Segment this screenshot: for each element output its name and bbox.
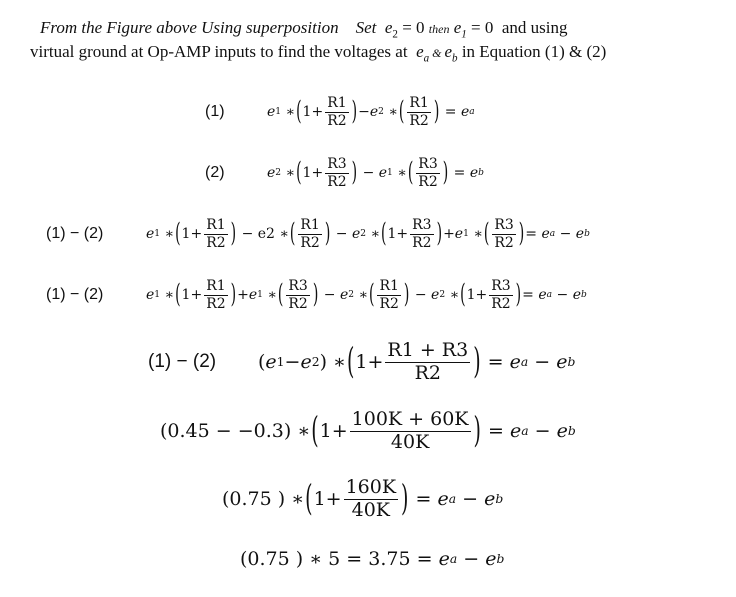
equation-6 (160, 410, 576, 453)
plus: + (237, 287, 249, 304)
sub: b (567, 424, 576, 439)
rparen: ) (403, 280, 410, 310)
rparen: ) (230, 280, 237, 310)
fraction (344, 478, 398, 521)
e: e (541, 226, 550, 243)
e: e (437, 488, 449, 511)
rparen: ) (442, 158, 449, 188)
fraction (286, 279, 309, 311)
fraction (492, 218, 515, 250)
times: ∗ (358, 287, 368, 304)
lparen: ( (483, 219, 490, 249)
fraction (325, 96, 348, 128)
times: ∗ (279, 226, 289, 243)
lparen: ( (346, 342, 355, 383)
times: ∗ (164, 226, 175, 243)
minus: − (323, 287, 336, 304)
minus: − (534, 351, 551, 374)
times: ∗ (397, 165, 407, 182)
equals: = (453, 165, 466, 182)
equation-7 (222, 478, 503, 521)
sub: b (584, 229, 590, 240)
e: e (369, 104, 379, 121)
numerator: R1 (327, 95, 347, 111)
sub: 2 (392, 28, 398, 41)
lparen: ( (407, 158, 414, 188)
amp: & (429, 46, 445, 60)
eq-zero: = 0 (397, 18, 425, 37)
plus: + (311, 165, 324, 182)
rparen: ) (518, 219, 525, 249)
minus: − (559, 226, 572, 243)
e: e (538, 287, 547, 304)
minus: − (335, 226, 348, 243)
one: 1 (319, 420, 332, 443)
fraction (204, 279, 227, 311)
equation-8 (240, 548, 504, 570)
numerator: R1 (206, 278, 226, 294)
intro-text-2: virtual ground at Op-AMP inputs to find the voltages at (30, 42, 408, 61)
equals: = (487, 420, 504, 443)
fraction (298, 218, 321, 250)
plus: + (190, 287, 203, 304)
e: e (454, 226, 464, 243)
rparen: ) (319, 351, 327, 374)
e: e (267, 104, 276, 121)
e: e (146, 226, 155, 243)
times: ∗ (388, 104, 398, 121)
rparen: ) (473, 411, 481, 452)
one: 1 (181, 287, 191, 304)
times: ∗ (267, 287, 277, 304)
e: e (556, 420, 568, 443)
denominator: R2 (379, 295, 399, 312)
fraction (410, 218, 433, 250)
numerator: R1 (379, 278, 399, 294)
rparen: ) (436, 219, 443, 249)
ea-symbol: e (416, 42, 424, 61)
sub: b (567, 355, 576, 370)
e: e (300, 351, 312, 374)
sub: a (549, 229, 556, 240)
rparen: ) (351, 97, 358, 127)
sub: 2 (360, 229, 367, 240)
rparen: ) (312, 280, 319, 310)
equals: = (415, 488, 432, 511)
equals: = (487, 351, 504, 374)
calc-left: (0.75 ) (222, 488, 286, 511)
equals: = (525, 226, 537, 243)
sub: 1 (276, 355, 285, 370)
lparen: ( (305, 479, 313, 520)
then-word: then (428, 22, 450, 36)
e: e (351, 226, 361, 243)
times: ∗ (473, 226, 483, 243)
sub: 1 (461, 28, 467, 41)
sub: 1 (387, 168, 393, 179)
one: 1 (302, 104, 312, 121)
rparen: ) (515, 280, 522, 310)
plus: + (311, 104, 324, 121)
e: e (572, 287, 581, 304)
numerator: R3 (491, 278, 511, 294)
times: ∗ (164, 287, 175, 304)
rparen: ) (433, 97, 440, 127)
equation-4 (46, 279, 587, 311)
denominator: 40K (390, 430, 430, 453)
fraction (407, 96, 430, 128)
denominator: R2 (206, 295, 226, 312)
lparen: ( (398, 97, 405, 127)
numerator: R1 (409, 95, 429, 111)
fraction (350, 410, 471, 453)
numerator: R3 (288, 278, 308, 294)
lparen: ( (175, 219, 181, 249)
eq-label: (1) − (2) (46, 225, 104, 243)
sub: 2 (378, 107, 384, 118)
numerator: R3 (494, 217, 514, 233)
denominator: R2 (418, 173, 438, 190)
denominator: R2 (414, 361, 441, 384)
minus: − (241, 226, 254, 243)
numerator: R1 + R3 (387, 339, 469, 361)
e: e (267, 165, 276, 182)
e: e (485, 548, 497, 570)
eq-label: (1) − (2) (46, 286, 104, 304)
eq-label: (1) − (2) (148, 351, 217, 373)
lparen: ( (296, 97, 302, 127)
one: 1 (181, 226, 191, 243)
equals: = (522, 287, 534, 304)
lparen: ( (311, 411, 319, 452)
fraction (204, 218, 227, 250)
lparen: ( (381, 219, 387, 249)
denominator: R2 (300, 234, 320, 251)
rparen: ) (230, 219, 237, 249)
sub: 2 (439, 290, 446, 301)
plus: + (367, 351, 384, 374)
eq-label: (2) (205, 164, 225, 182)
lparen: ( (277, 280, 284, 310)
minus: − (556, 287, 569, 304)
plus: + (396, 226, 409, 243)
sub: b (452, 52, 458, 65)
one: 1 (313, 488, 326, 511)
times: ∗ (285, 104, 296, 121)
lparen: ( (460, 280, 466, 310)
fraction (489, 279, 512, 311)
e1-symbol: e (453, 18, 462, 37)
e2-plain: e2 (257, 226, 275, 243)
minus: − (358, 104, 370, 121)
fraction (385, 341, 470, 384)
numerator: 160K (345, 476, 397, 498)
denominator: R2 (494, 234, 514, 251)
e: e (248, 287, 258, 304)
times: ∗ (297, 420, 311, 443)
equals: = (444, 104, 457, 121)
e: e (469, 165, 479, 182)
one: 1 (387, 226, 397, 243)
e: e (460, 104, 470, 121)
sub: 1 (275, 107, 282, 118)
plus: + (325, 488, 342, 511)
intro-tail-2: in Equation (1) & (2) (457, 42, 607, 61)
one: 1 (302, 165, 312, 182)
plus: + (331, 420, 348, 443)
sub: a (546, 290, 553, 301)
numerator: R3 (412, 217, 432, 233)
numerator: R1 (206, 217, 226, 233)
equation-5 (148, 341, 575, 384)
minus: − (284, 351, 301, 374)
calc-left: (0.45 − −0.3) (160, 420, 292, 443)
sub: b (495, 492, 504, 507)
times: ∗ (291, 488, 305, 511)
sub: 1 (463, 229, 469, 240)
fraction (325, 157, 348, 189)
sub: 2 (311, 355, 320, 370)
times: ∗ (449, 287, 460, 304)
times: ∗ (370, 226, 381, 243)
sub: a (520, 355, 529, 370)
e: e (575, 226, 585, 243)
sub: 2 (348, 290, 355, 301)
equation-3 (46, 218, 590, 250)
e2-symbol: e (384, 18, 393, 37)
eq-label: (1) (205, 103, 225, 121)
fraction (416, 157, 439, 189)
intro-line-1 (40, 18, 568, 40)
numerator: R3 (418, 156, 438, 172)
minus: − (414, 287, 427, 304)
e: e (265, 351, 277, 374)
sub: a (469, 107, 475, 118)
minus: − (462, 488, 479, 511)
sub: a (448, 492, 457, 507)
lparen: ( (296, 158, 302, 188)
sub: a (423, 52, 430, 65)
set-word: Set (355, 18, 377, 37)
sub: 1 (257, 290, 263, 301)
numerator: 100K + 60K (351, 408, 469, 430)
rparen: ) (401, 479, 409, 520)
lparen: ( (175, 280, 181, 310)
calc-final: (0.75 ) ∗ 5 = 3.75 = (240, 548, 433, 570)
rparen: ) (324, 219, 331, 249)
denominator: 40K (351, 498, 390, 521)
e: e (556, 351, 568, 374)
lparen: ( (258, 351, 266, 374)
denominator: R2 (288, 295, 308, 312)
plus: + (475, 287, 488, 304)
e: e (378, 165, 388, 182)
lparen: ( (369, 280, 375, 310)
sub: a (449, 552, 458, 566)
denominator: R2 (409, 112, 429, 129)
numerator: R1 (300, 217, 320, 233)
e: e (484, 488, 496, 511)
plus: + (443, 226, 455, 243)
equation-2 (205, 157, 484, 189)
e: e (438, 548, 450, 570)
e: e (339, 287, 349, 304)
fraction (377, 279, 400, 311)
times: ∗ (333, 351, 346, 374)
rparen: ) (351, 158, 358, 188)
plus: + (190, 226, 203, 243)
intro-tail: and using (501, 18, 568, 37)
numerator: R3 (327, 156, 347, 172)
sub: 2 (275, 168, 282, 179)
intro-line-2 (30, 42, 606, 64)
minus: − (534, 420, 551, 443)
e: e (146, 287, 155, 304)
denominator: R2 (327, 112, 347, 129)
eb-symbol: e (444, 42, 453, 61)
sub: b (496, 552, 505, 566)
one: 1 (355, 351, 368, 374)
denominator: R2 (206, 234, 226, 251)
denominator: R2 (327, 173, 347, 190)
intro-text: From the Figure above Using superposition (40, 18, 339, 37)
sub: 1 (154, 290, 161, 301)
denominator: R2 (412, 234, 432, 251)
lparen: ( (289, 219, 296, 249)
e: e (431, 287, 440, 304)
sub: a (521, 424, 529, 439)
eq-zero-b: = 0 (466, 18, 494, 37)
sub: 1 (154, 229, 161, 240)
denominator: R2 (491, 295, 511, 312)
sub: b (580, 290, 587, 301)
e: e (509, 351, 521, 374)
times: ∗ (285, 165, 296, 182)
one: 1 (466, 287, 476, 304)
sub: b (478, 168, 484, 179)
minus: − (463, 548, 480, 570)
rparen: ) (473, 342, 481, 383)
minus: − (362, 165, 375, 182)
equation-1 (205, 96, 475, 128)
e: e (509, 420, 522, 443)
